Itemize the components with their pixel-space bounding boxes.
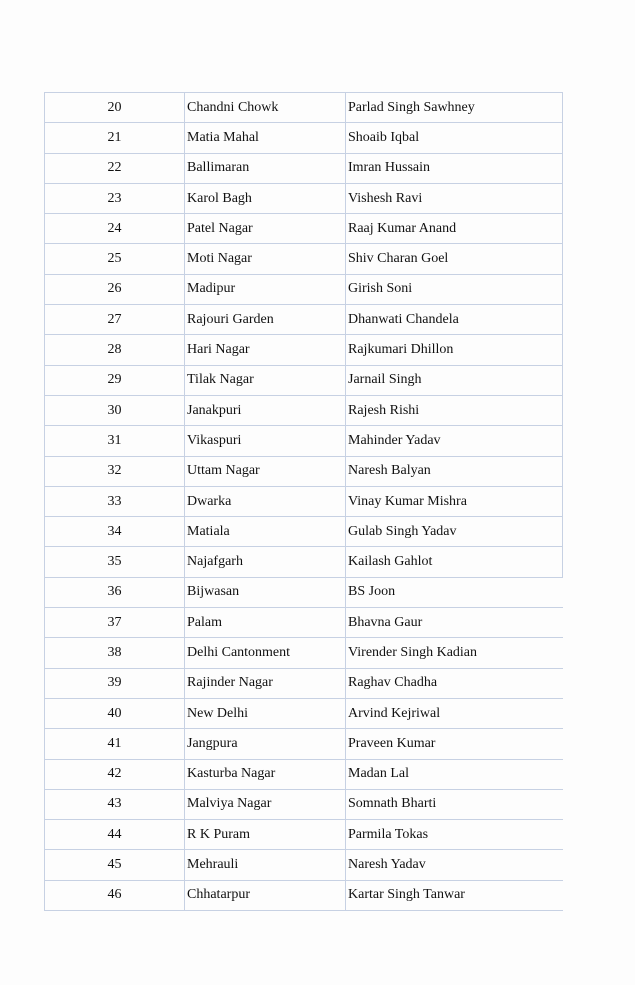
candidate-name-cell: Girish Soni <box>346 274 563 304</box>
serial-number-cell: 40 <box>45 698 185 728</box>
table-row <box>45 547 563 577</box>
serial-number-cell: 45 <box>45 850 185 880</box>
constituency-cell: Palam <box>185 608 346 638</box>
table-row <box>45 395 563 425</box>
serial-number-cell: 24 <box>45 214 185 244</box>
constituency-cell: Delhi Cantonment <box>185 638 346 668</box>
table-row <box>45 305 563 335</box>
constituency-cell: Chhatarpur <box>185 880 346 910</box>
table-row <box>45 274 563 304</box>
serial-number-cell: 26 <box>45 274 185 304</box>
constituency-cell: Malviya Nagar <box>185 789 346 819</box>
table-row <box>45 486 563 516</box>
constituency-cell: Hari Nagar <box>185 335 346 365</box>
candidate-name-cell: Virender Singh Kadian <box>346 638 563 668</box>
serial-number-cell: 34 <box>45 517 185 547</box>
candidate-name-cell: Parlad Singh Sawhney <box>346 93 563 123</box>
candidate-name-cell: Kartar Singh Tanwar <box>346 880 563 910</box>
constituency-cell: New Delhi <box>185 698 346 728</box>
serial-number-cell: 22 <box>45 153 185 183</box>
table-row <box>45 577 563 607</box>
serial-number-cell: 27 <box>45 305 185 335</box>
table-row <box>45 335 563 365</box>
table-row <box>45 880 563 910</box>
table-row <box>45 123 563 153</box>
serial-number-cell: 20 <box>45 93 185 123</box>
constituency-cell: Chandni Chowk <box>185 93 346 123</box>
constituency-cell: Karol Bagh <box>185 183 346 213</box>
candidate-name-cell: Kailash Gahlot <box>346 547 563 577</box>
serial-number-cell: 38 <box>45 638 185 668</box>
table-row <box>45 456 563 486</box>
constituency-cell: Tilak Nagar <box>185 365 346 395</box>
serial-number-cell: 30 <box>45 395 185 425</box>
candidate-name-cell: Vishesh Ravi <box>346 183 563 213</box>
candidate-name-cell: Rajkumari Dhillon <box>346 335 563 365</box>
table-row <box>45 638 563 668</box>
serial-number-cell: 29 <box>45 365 185 395</box>
table-row <box>45 244 563 274</box>
constituency-cell: Uttam Nagar <box>185 456 346 486</box>
serial-number-cell: 33 <box>45 486 185 516</box>
constituency-cell: Najafgarh <box>185 547 346 577</box>
serial-number-cell: 41 <box>45 729 185 759</box>
constituency-cell: Madipur <box>185 274 346 304</box>
serial-number-cell: 23 <box>45 183 185 213</box>
constituency-cell: Patel Nagar <box>185 214 346 244</box>
table-row <box>45 698 563 728</box>
table-row <box>45 729 563 759</box>
constituency-cell: Rajouri Garden <box>185 305 346 335</box>
table-row <box>45 759 563 789</box>
constituency-cell: Rajinder Nagar <box>185 668 346 698</box>
table-row <box>45 517 563 547</box>
serial-number-cell: 25 <box>45 244 185 274</box>
candidate-name-cell: Praveen Kumar <box>346 729 563 759</box>
serial-number-cell: 37 <box>45 608 185 638</box>
candidate-name-cell: Vinay Kumar Mishra <box>346 486 563 516</box>
serial-number-cell: 36 <box>45 577 185 607</box>
candidate-name-cell: Somnath Bharti <box>346 789 563 819</box>
candidate-table <box>44 92 563 911</box>
candidate-table-body <box>45 93 563 911</box>
candidate-name-cell: Shoaib Iqbal <box>346 123 563 153</box>
constituency-cell: Moti Nagar <box>185 244 346 274</box>
constituency-cell: Janakpuri <box>185 395 346 425</box>
serial-number-cell: 44 <box>45 820 185 850</box>
serial-number-cell: 28 <box>45 335 185 365</box>
table-row <box>45 850 563 880</box>
candidate-name-cell: Dhanwati Chandela <box>346 305 563 335</box>
table-row <box>45 214 563 244</box>
candidate-name-cell: Raghav Chadha <box>346 668 563 698</box>
constituency-cell: Mehrauli <box>185 850 346 880</box>
candidate-name-cell: Jarnail Singh <box>346 365 563 395</box>
serial-number-cell: 21 <box>45 123 185 153</box>
constituency-cell: Vikaspuri <box>185 426 346 456</box>
candidate-name-cell: Parmila Tokas <box>346 820 563 850</box>
table-row <box>45 153 563 183</box>
constituency-cell: Matia Mahal <box>185 123 346 153</box>
constituency-cell: Ballimaran <box>185 153 346 183</box>
candidate-name-cell: Madan Lal <box>346 759 563 789</box>
table-row <box>45 820 563 850</box>
table-row <box>45 93 563 123</box>
candidate-name-cell: Naresh Balyan <box>346 456 563 486</box>
table-row <box>45 789 563 819</box>
candidate-list <box>44 92 563 911</box>
serial-number-cell: 39 <box>45 668 185 698</box>
serial-number-cell: 35 <box>45 547 185 577</box>
candidate-name-cell: Rajesh Rishi <box>346 395 563 425</box>
candidate-name-cell: BS Joon <box>346 577 563 607</box>
constituency-cell: Matiala <box>185 517 346 547</box>
constituency-cell: Kasturba Nagar <box>185 759 346 789</box>
candidate-name-cell: Mahinder Yadav <box>346 426 563 456</box>
constituency-cell: Bijwasan <box>185 577 346 607</box>
table-row <box>45 426 563 456</box>
candidate-name-cell: Naresh Yadav <box>346 850 563 880</box>
candidate-name-cell: Imran Hussain <box>346 153 563 183</box>
constituency-cell: Dwarka <box>185 486 346 516</box>
serial-number-cell: 32 <box>45 456 185 486</box>
table-row <box>45 668 563 698</box>
serial-number-cell: 46 <box>45 880 185 910</box>
constituency-cell: Jangpura <box>185 729 346 759</box>
serial-number-cell: 42 <box>45 759 185 789</box>
constituency-cell: R K Puram <box>185 820 346 850</box>
table-row <box>45 608 563 638</box>
table-row <box>45 365 563 395</box>
candidate-name-cell: Shiv Charan Goel <box>346 244 563 274</box>
candidate-name-cell: Arvind Kejriwal <box>346 698 563 728</box>
serial-number-cell: 31 <box>45 426 185 456</box>
candidate-name-cell: Gulab Singh Yadav <box>346 517 563 547</box>
serial-number-cell: 43 <box>45 789 185 819</box>
table-row <box>45 183 563 213</box>
candidate-name-cell: Bhavna Gaur <box>346 608 563 638</box>
candidate-name-cell: Raaj Kumar Anand <box>346 214 563 244</box>
